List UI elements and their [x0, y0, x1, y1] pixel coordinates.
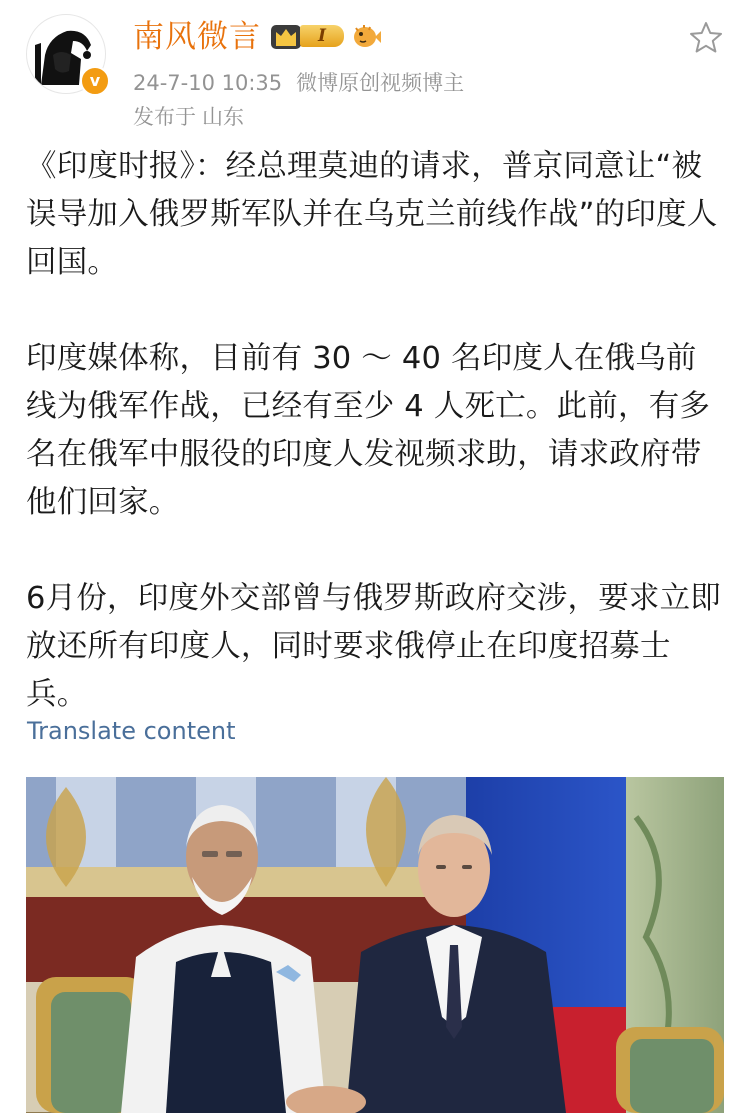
- author-tag[interactable]: 微博原创视频博主: [296, 71, 465, 95]
- avatar[interactable]: [26, 14, 106, 94]
- post-timestamp: 24-7-10 10:35: [133, 71, 283, 95]
- pufferfish-badge-icon: [350, 22, 382, 50]
- post-paragraph: 《印度时报》：经总理莫迪的请求，普京同意让“被误导加入俄罗斯军队并在乌克兰前线作战”的印度人回国。: [26, 149, 718, 280]
- star-outline-icon[interactable]: [688, 20, 724, 56]
- location-name: 山东: [202, 105, 244, 129]
- post-photo[interactable]: [26, 777, 724, 1113]
- post-location: [133, 102, 244, 132]
- username[interactable]: 南风微言: [133, 19, 261, 55]
- crown-badge-icon: [270, 21, 302, 51]
- post-paragraph: 6月份，印度外交部曾与俄罗斯政府交涉，要求立即放还所有印度人，同时要求俄停止在印度招募士兵。: [26, 581, 722, 712]
- translate-link[interactable]: Translate content: [27, 717, 236, 745]
- post-meta: [133, 68, 464, 98]
- verified-v-icon: v: [80, 66, 110, 96]
- photo-image: [26, 777, 724, 1113]
- level-badge: I: [300, 25, 344, 47]
- user-badges: [270, 20, 382, 52]
- post-paragraph: 印度媒体称，目前有 30 ～ 40 名印度人在俄乌前线为俄军作战，已经有至少 4 人死亡。此前，有多名在俄军中服役的印度人发视频求助，请求政府带他们回家。: [26, 341, 711, 520]
- post-body: [26, 143, 724, 719]
- location-prefix: 发布于: [133, 105, 196, 129]
